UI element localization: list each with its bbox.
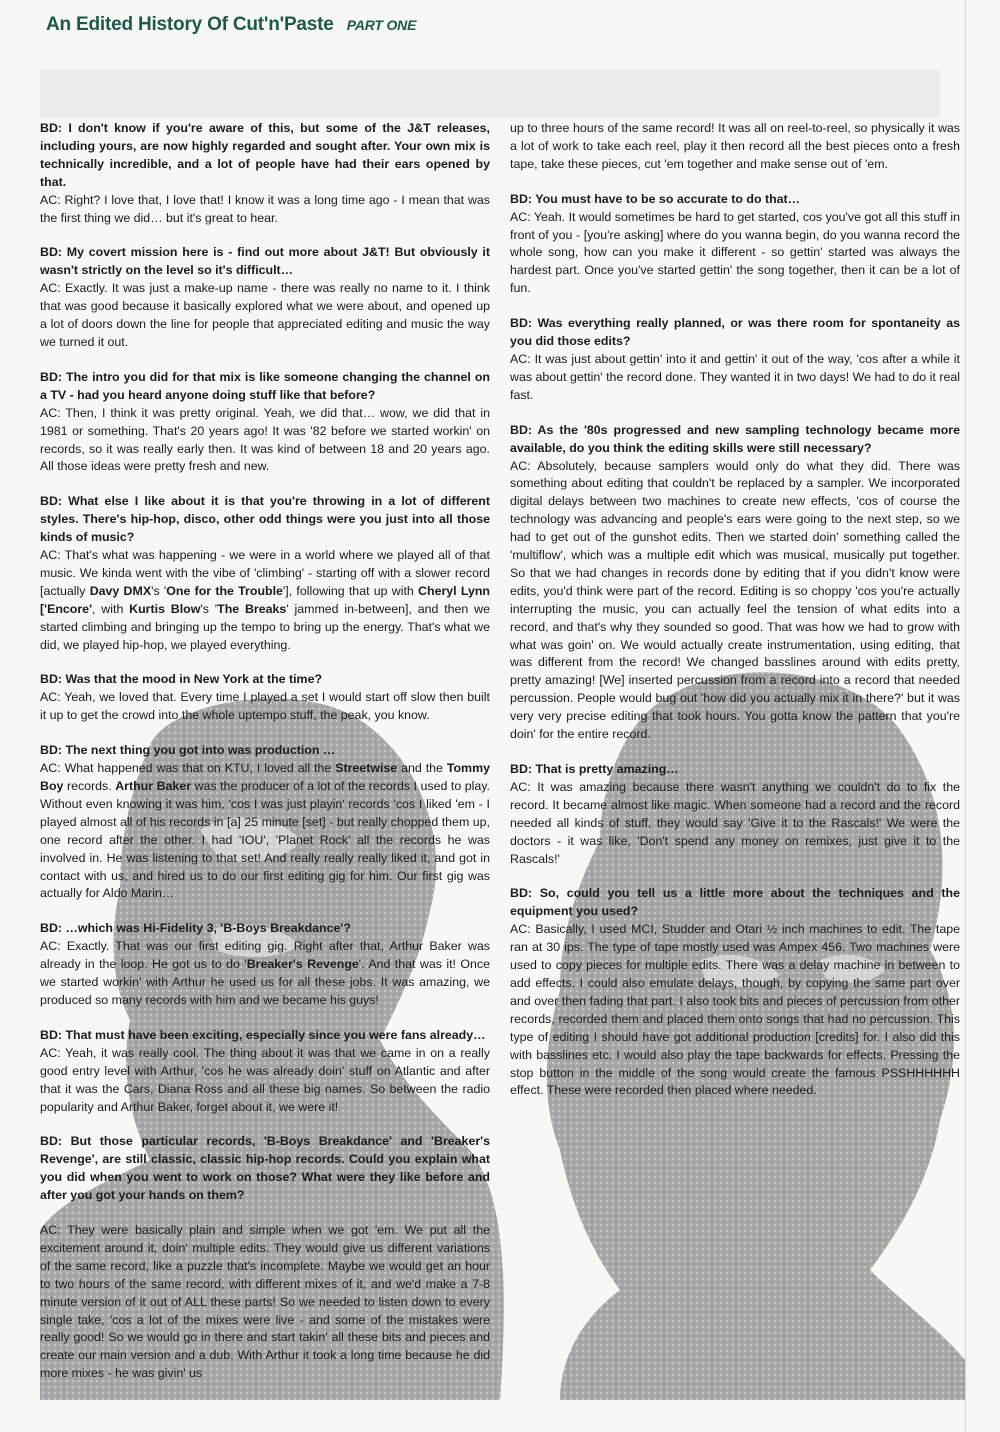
- page-part-label: PART ONE: [346, 17, 417, 33]
- interview-block: [510, 315, 960, 405]
- interview-answer: up to three hours of the same record! It was all on reel-to-reel, so physically it was a lot of work to take each reel, play it then record all the best pieces onto a fresh tape, take these pieces, cut 'em together and make sense out of 'em.: [510, 121, 960, 171]
- left-column: [40, 120, 490, 1400]
- interview-question: BD: I don't know if you're aware of this, but some of the J&T releases, including yours, are now highly regarded and sought after. Your own mix is technically incredible, and a lot of people have had their ears opened by that.: [40, 121, 490, 189]
- interview-answer: AC: Exactly. It was just a make-up name - there was really no name to it. I think that was good because it basically explored what we were about, and opened up a lot of doors down the line for people that appreciated editing and music the way we turned it out.: [40, 281, 490, 349]
- interview-question: BD: So, could you tell us a little more about the techniques and the equipment you used?: [510, 886, 960, 919]
- interview-question: BD: My covert mission here is - find out more about J&T! But obviously it wasn't strictly on the level so it's difficult…: [40, 245, 490, 278]
- interview-block: [510, 885, 960, 1100]
- page-header: [46, 14, 416, 36]
- highlighted-name: Davy DMX: [89, 583, 152, 598]
- interview-answer: AC: Basically, I used MCI, Studder and Otari ½ inch machines to edit. The tape ran at 30 ips. The type of tape mostly used was Ampex 456. Two machines were used to copy pieces for multiple edits. There was a delay machine in between to add effects. I could also emulate delays, though, by copying the same part over and over then fading that part. I also took bits and pieces of percussion from other records, recorded them and placed them onto songs that had no percussion. This type of editing I should have got additional production [credits] for. I also did this with basslines etc. I would also play the tape backwards for effects. Pressing the stop button in the middle of the song would create the famous PSSHHHHHH effect. These were recorded then placed where needed.: [510, 922, 960, 1098]
- interview-block: [40, 369, 490, 476]
- interview-block: [40, 493, 490, 654]
- interview-question: BD: What else I like about it is that you're throwing in a lot of different styles. There's hip-hop, disco, other odd things were you just into all those kinds of music?: [40, 494, 490, 545]
- interview-answer: AC: Yeah. It would sometimes be hard to get started, cos you've got all this stuff in front of you - [you're asking] where do you wanna begin, do you wanna record the whole song, how can you make it different - so gettin' started was always the hardest part. Once you've started gettin' the song together, then it can be a lot of fun.: [510, 209, 960, 296]
- interview-question: BD: …which was Hi-Fidelity 3, 'B-Boys Breakdance'?: [40, 921, 351, 936]
- highlighted-name: Arthur Baker: [115, 779, 192, 793]
- interview-question: BD: That is pretty amazing…: [510, 762, 679, 776]
- highlighted-name: The Breaks: [217, 601, 287, 616]
- interview-answer: AC: It was amazing because there wasn't anything we couldn't do to fix the record. It became almost like magic. When someone had a record and the record needed all kinds of stuff, they would say 'Give it to the Rascals!' We were the doctors - it was like, 'Don't spend any money on remixes, just give it to the Rascals!': [510, 779, 960, 866]
- interview-question: BD: Was that the mood in New York at the time?: [40, 672, 323, 687]
- interview-answer: AC: They were basically plain and simple when we got 'em. We put all the excitement around it, doin' multiple edits. They would give us different variations of the same record, like a puzzle that's incomplete. Maybe we would get an hour to two hours of the same record, with different mixes of it, and we'd make a 7-8 minute version of it out of ALL these parts! So we needed to listen down to every single take, 'cos a lot of the mixes were live - and some of the mistakes were really good! So we would go in there and start takin' all these bits and pieces and create our main version and a dub. With Arthur it took a long time because he did more mixes - he was givin' us: [40, 1223, 490, 1381]
- interview-block: [40, 1133, 490, 1205]
- interview-block: [40, 671, 490, 725]
- interview-answer: AC: Yeah, it was really cool. The thing about it was that we came in on a really good entry level with Arthur, 'cos he was already doin' stuff on Atlantic and after that it was the Cars, Diana Ross and all these big names. So between the radio popularity and Arthur Baker, forget about it, we were it!: [40, 1045, 490, 1114]
- interview-answer: AC: Then, I think it was pretty original. Yeah, we did that… wow, we did that in 1981 or something. That's 20 years ago! It was '82 before we started workin' on records, so it was really early then. It was kind of between 18 and 20 years ago. All those ideas were pretty fresh and new.: [40, 405, 490, 474]
- page-title: An Edited History Of Cut'n'Paste: [46, 14, 334, 35]
- highlighted-name: Breaker's Revenge: [246, 957, 359, 972]
- page-edge-rule: [965, 0, 966, 1432]
- interview-question: BD: That must have been exciting, especially since you were fans already…: [40, 1027, 486, 1042]
- highlighted-name: Tommy Boy: [40, 761, 490, 793]
- interview-block: [40, 120, 490, 227]
- interview-answer: AC: Right? I love that, I love that! I know it was a long time ago - I mean that was the first thing we did… but it's great to hear.: [40, 192, 490, 225]
- highlighted-name: Cheryl Lynn ['Encore': [40, 583, 490, 616]
- right-column: [510, 120, 960, 1117]
- interview-question: BD: You must have to be so accurate to do that…: [510, 191, 801, 206]
- interview-block: [510, 191, 960, 298]
- interview-block: [510, 761, 960, 868]
- interview-block: [510, 120, 960, 174]
- interview-question: BD: As the '80s progressed and new sampling technology became more available, do you think the editing skills were still necessary?: [510, 422, 960, 455]
- interview-answer: AC: Yeah, we loved that. Every time I played a set I would start off slow then built it up to get the crowd into the whole uptempo stuff, the peak, you know.: [40, 690, 490, 723]
- highlighted-name: Streetwise: [335, 761, 398, 776]
- interview-question: BD: But those particular records, 'B-Boys Breakdance' and 'Breaker's Revenge', are still classic, classic hip-hop records. Could you explain what you did when you went to work on those? What were they like before and after you got your hands on them?: [40, 1134, 490, 1203]
- interview-question: BD: The intro you did for that mix is like someone changing the channel on a TV - had you heard anyone doing stuff like that before?: [40, 369, 490, 402]
- interview-answer: AC: That's what was happening - we were in a world where we played all of that music. We kinda went with the vibe of 'climbing' - starting off with a slower record [actually Davy DMX's 'One for the Trouble'], following that up with Cheryl Lynn ['Encore', with Kurtis Blow's 'The Breaks' jammed in-between], and then we started climbing and bringing up the tempo to bring up the energy. That's what we did, we played hip-hop, we played everything.: [40, 548, 490, 652]
- interview-question: BD: Was everything really planned, or was there room for spontaneity as you did those edits?: [510, 316, 960, 349]
- interview-block: [510, 422, 960, 744]
- interview-block: [40, 1222, 490, 1383]
- interview-question: BD: The next thing you got into was production …: [40, 743, 336, 758]
- highlighted-name: Kurtis Blow: [129, 601, 201, 616]
- interview-answer: AC: It was just about gettin' into it and gettin' it out of the way, 'cos after a while it was about gettin' the record done. They wanted it in two days! We had to do it real fast.: [510, 351, 960, 402]
- interview-block: [40, 244, 490, 351]
- interview-answer: AC: Absolutely, because samplers would only do what they did. There was something about editing that couldn't be replaced by a sampler. We incorporated digital delays between two machines to create new effects, 'cos of course the technology was advancing and people's ears were going to the next step, so we had to get out of the gunshot edits. Then we started doin' something called the 'multiflow', which was a multiple edit which was musical, musically put together. So that we had changes in records done by editing that if you didn't know were edits, you'd think were part of the record. Editing is so choppy 'cos you're actually interrupting the music, you can actually feel the tension of what edits into a record, and that's why they sounded so good. That was how we had to grow with what was goin' on. We would actually create instrumentation, using editing, that was different from the record! We changed basslines around with edits pretty, pretty amazing! [We] inserted percussion from a record into a record that needed percussion. People would bug out 'how did you actually mix it in there?' but it was very very precise editing that took hours. You gotta know the pattern that you're doin' for the entire record.: [510, 458, 960, 742]
- interview-block: [40, 1027, 490, 1117]
- interview-block: [40, 742, 490, 903]
- interview-block: [40, 920, 490, 1010]
- interview-answer: AC: What happened was that on KTU, I loved all the Streetwise and the Tommy Boy records. Arthur Baker was the producer of a lot of the records I used to play. Without even knowing it was him, 'cos I was just playin' records 'cos I liked 'em - I played almost all of his records in [a] 25 minute [set] - but really chopped them up, one record after the other. I had 'IOU', 'Planet Rock' all the records he was involved in. He was listening to that set! And really really really liked it, and got in contact with us, and hired us to do our first editing gig for him. Our first gig was actually for Aldo Marin…: [40, 761, 490, 901]
- interview-answer: AC: Exactly. That was our first editing gig. Right after that, Arthur Baker was already in the loop. He got us to do 'Breaker's Revenge'. And that was it! Once we started workin' with Arthur he used us for all these jobs. It was amazing, we produced so many records with him and we became his guys!: [40, 939, 490, 1007]
- highlighted-name: One for the Trouble: [166, 583, 283, 598]
